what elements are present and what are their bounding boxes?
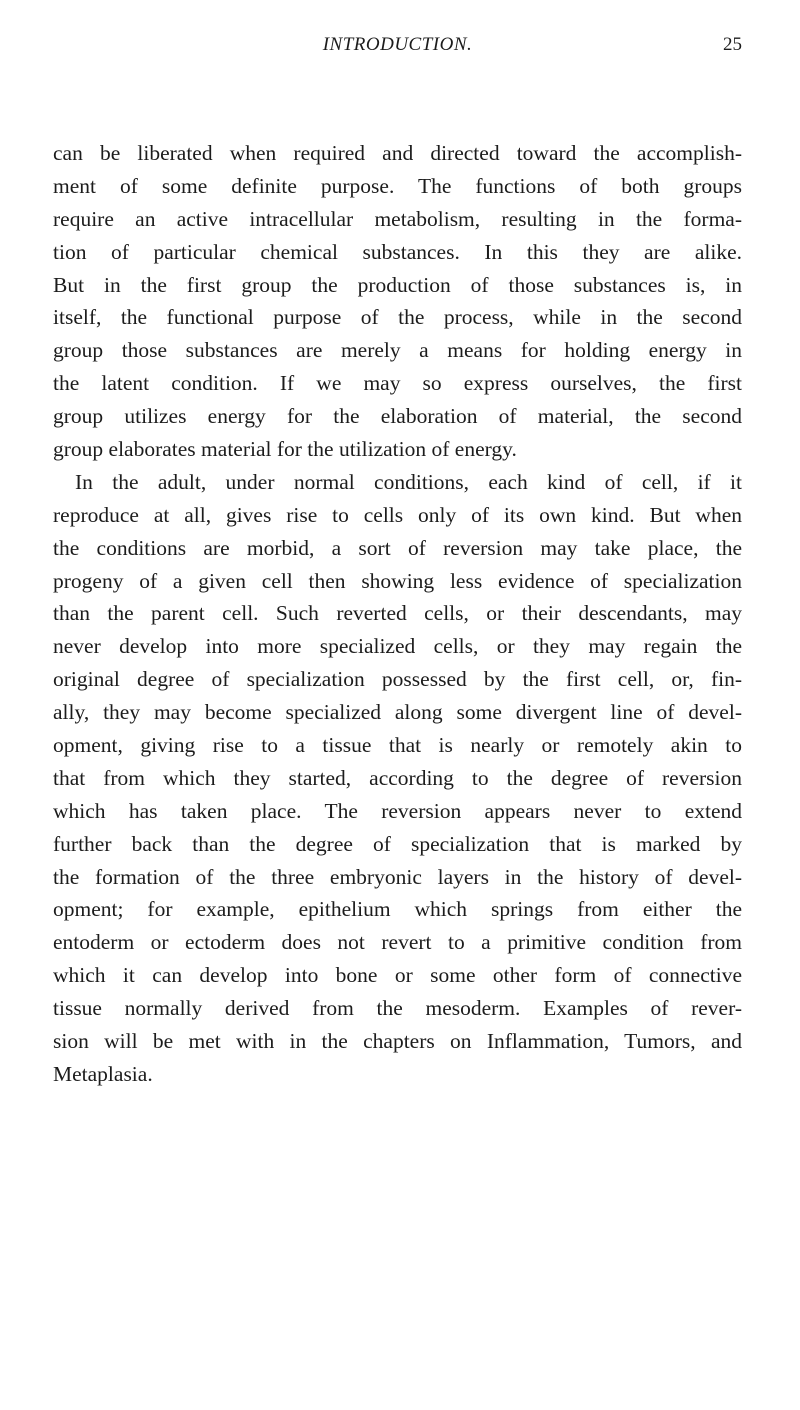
text-line: never develop into more specialized cells, or they may regain the <box>53 634 742 659</box>
text-line: itself, the functional purpose of the process, while in the second <box>53 305 742 330</box>
text-line: progeny of a given cell then showing less evidence of specialization <box>53 568 742 593</box>
body-text <box>53 137 742 1091</box>
text-line: which has taken place. The reversion appears never to extend <box>53 798 742 823</box>
text-line: opment; for example, epithelium which springs from either the <box>53 897 742 922</box>
text-line: than the parent cell. Such reverted cells, or their descendants, may <box>53 601 742 626</box>
text-line: group those substances are merely a means for holding energy in <box>53 338 742 363</box>
text-line: can be liberated when required and directed toward the accomplish- <box>53 141 742 165</box>
text-line: tion of particular chemical substances. In this they are alike. <box>53 239 742 264</box>
text-line: Metaplasia. <box>53 1061 153 1086</box>
text-line: the conditions are morbid, a sort of reversion may take place, the <box>53 535 742 560</box>
text-line: sion will be met with in the chapters on Inflammation, Tumors, and <box>53 1029 742 1054</box>
text-line: further back than the degree of specialization that is marked by <box>53 831 742 856</box>
text-line: group utilizes energy for the elaboration of material, the second <box>53 404 742 429</box>
text-line: require an active intracellular metabolism, resulting in the forma- <box>53 206 742 231</box>
page-header <box>53 34 742 62</box>
text-line: the latent condition. If we may so express ourselves, the first <box>53 371 742 396</box>
text-line: reproduce at all, gives rise to cells only of its own kind. But when <box>53 502 742 527</box>
running-title: INTRODUCTION. <box>322 34 473 55</box>
text-line: But in the first group the production of those substances is, in <box>53 272 742 297</box>
text-line: tissue normally derived from the mesoderm. Examples of rever- <box>53 996 742 1021</box>
page-number: 25 <box>723 34 742 55</box>
text-line: that from which they started, according to the degree of reversion <box>53 765 742 790</box>
text-line: In the adult, under normal conditions, each kind of cell, if it <box>75 469 742 494</box>
text-line: opment, giving rise to a tissue that is nearly or remotely akin to <box>53 733 742 758</box>
text-line: the formation of the three embryonic layers in the history of devel- <box>53 864 742 889</box>
text-line: group elaborates material for the utilization of energy. <box>53 437 517 462</box>
text-line: ment of some definite purpose. The functions of both groups <box>53 173 742 198</box>
text-line: ally, they may become specialized along some divergent line of devel- <box>53 700 742 725</box>
text-line: original degree of specialization possessed by the first cell, or, fin- <box>53 667 742 692</box>
text-line: which it can develop into bone or some other form of connective <box>53 963 742 988</box>
text-line: entoderm or ectoderm does not revert to a primitive condition from <box>53 930 742 955</box>
